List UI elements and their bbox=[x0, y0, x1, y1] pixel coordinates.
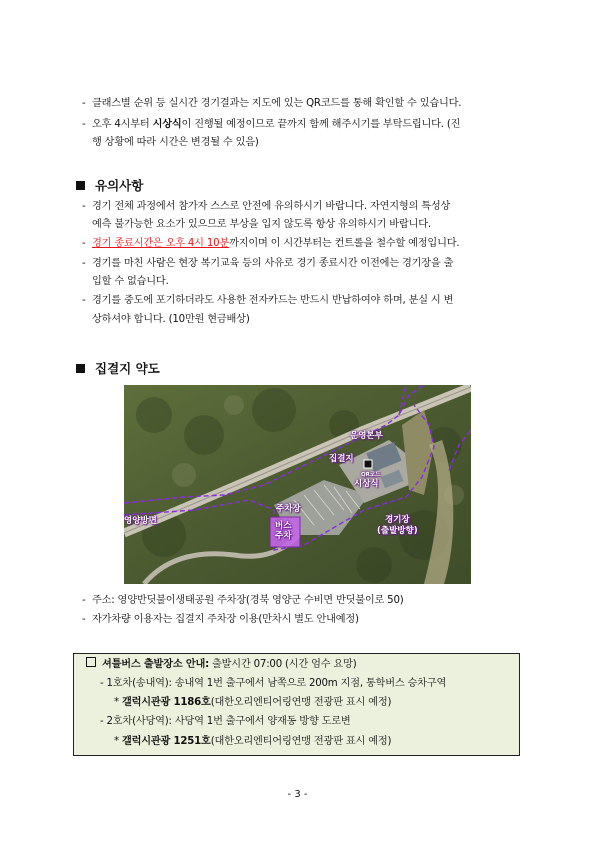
bus2-text: - 2호차(사당역): 사당역 1번 출구에서 양재동 방향 도로변 bbox=[100, 716, 351, 727]
map-label-parking: 주차장 bbox=[276, 504, 301, 514]
shuttle-bus2-note bbox=[114, 735, 391, 749]
asterisk: * bbox=[114, 697, 122, 708]
intro-line-continued bbox=[92, 136, 259, 150]
bus1-company: 갤럭시관광 1186호 bbox=[121, 697, 211, 708]
caution-item-1 bbox=[92, 200, 450, 214]
caution-text: 경기 전체 과정에서 참가자 스스로 안전에 유의하시기 바랍니다. 자연지형의 특성상 bbox=[92, 201, 451, 212]
shuttle-title-bold: 셔틀버스 출발장소 안내: bbox=[102, 659, 209, 670]
map-label-arena: 경기장 (출발방향) bbox=[377, 515, 418, 536]
bullet-dash: - bbox=[82, 595, 86, 606]
asterisk: * bbox=[114, 736, 122, 747]
map-label-assembly: 집결지 bbox=[329, 454, 354, 464]
car-note-text: 자가차량 이용자는 집결지 주차장 이용(만차시 별도 안내예정) bbox=[92, 614, 359, 625]
intro-line-ceremony bbox=[92, 118, 460, 132]
caution-text: 입할 수 없습니다. bbox=[92, 276, 169, 287]
caution-item-2 bbox=[92, 237, 459, 251]
address-line bbox=[92, 594, 404, 608]
bus2-note-text: (대한오리엔티어링연맹 전광판 표시 예정) bbox=[210, 736, 392, 747]
bullet-dash: - bbox=[82, 614, 86, 625]
shuttle-bus2 bbox=[100, 715, 351, 729]
caution-text: 상하셔야 합니다. (10만원 현금배상) bbox=[92, 314, 250, 325]
car-note-line bbox=[92, 613, 359, 627]
square-bullet-icon bbox=[76, 364, 85, 373]
caution-text: 경기를 마친 사람은 현장 복기교육 등의 사유로 경기 종료시간 이전에는 경기장을 출 bbox=[92, 258, 454, 269]
caution-item-3 bbox=[92, 257, 453, 271]
heading-text: 집결지 약도 bbox=[95, 361, 160, 376]
bullet-dash: - bbox=[82, 119, 86, 130]
caution-text: 까지이며 이 시간부터는 컨트롤을 철수할 예정입니다. bbox=[229, 238, 460, 249]
end-time-highlight: 경기 종료시간은 오후 4시 10분 bbox=[92, 238, 230, 249]
intro-line-qr bbox=[92, 97, 461, 111]
section-heading-assembly bbox=[76, 361, 160, 377]
page-number: - 3 - bbox=[287, 789, 308, 800]
shuttle-title-rest: 출발시간 07:00 (시간 엄수 요망) bbox=[208, 659, 357, 670]
map-label-qr: QR코드 bbox=[361, 472, 381, 478]
bus2-company: 갤럭시관광 1251호 bbox=[121, 736, 211, 747]
bullet-dash: - bbox=[82, 201, 86, 212]
section-heading-cautions bbox=[76, 178, 143, 194]
intro-text-1: 클래스별 순위 등 실시간 경기결과는 지도에 있는 QR코드를 통해 확인할 수 있습니다. bbox=[92, 98, 462, 109]
shuttle-info-box bbox=[73, 653, 520, 756]
heading-text: 유의사항 bbox=[95, 178, 144, 193]
shuttle-bus1-note bbox=[114, 696, 391, 710]
assembly-map-image bbox=[124, 385, 471, 584]
bullet-dash: - bbox=[82, 238, 86, 249]
bullet-dash: - bbox=[82, 98, 86, 109]
shuttle-title bbox=[86, 657, 357, 672]
intro-text-3: 행 상황에 따라 시간은 변경될 수 있음) bbox=[92, 137, 259, 148]
checkbox-square-icon bbox=[86, 657, 96, 667]
address-text: 주소: 영양반딧불이생태공원 주차장(경북 영양군 수비면 반딧불이로 50) bbox=[92, 595, 404, 606]
caution-item-4-cont bbox=[92, 313, 250, 327]
intro-text-2b: 시상식 bbox=[152, 119, 182, 130]
map-label-bus-parking: 버스 주차 bbox=[275, 521, 292, 541]
map-label-operations: 운영본부 bbox=[350, 431, 383, 441]
caution-item-4 bbox=[92, 294, 453, 308]
caution-text: 경기를 중도에 포기하더라도 사용한 전자카드는 반드시 반납하여야 하며, 분실 시 변 bbox=[92, 295, 454, 306]
shuttle-bus1 bbox=[100, 677, 446, 691]
caution-item-3-cont bbox=[92, 275, 169, 289]
aerial-photo bbox=[124, 385, 471, 584]
map-label-award: 시상식 bbox=[354, 479, 379, 489]
bus1-text: - 1호차(송내역): 송내역 1번 출구에서 남쪽으로 200m 지점, 통학버스 승차구역 bbox=[100, 678, 447, 689]
intro-text-2c: 이 진행될 예정이므로 끝까지 함께 해주시기를 부탁드립니다. (진 bbox=[181, 119, 461, 130]
caution-text: 예측 불가능한 요소가 있으므로 부상을 입지 않도록 항상 유의하시기 바랍니다. bbox=[92, 219, 431, 230]
map-label-yeongyang: 영양방면 bbox=[124, 516, 157, 526]
bullet-dash: - bbox=[82, 295, 86, 306]
caution-item-1-cont bbox=[92, 218, 431, 232]
square-bullet-icon bbox=[76, 181, 85, 190]
intro-text-2a: 오후 4시부터 bbox=[92, 119, 153, 130]
bus1-note-text: (대한오리엔티어링연맹 전광판 표시 예정) bbox=[210, 697, 392, 708]
bullet-dash: - bbox=[82, 258, 86, 269]
